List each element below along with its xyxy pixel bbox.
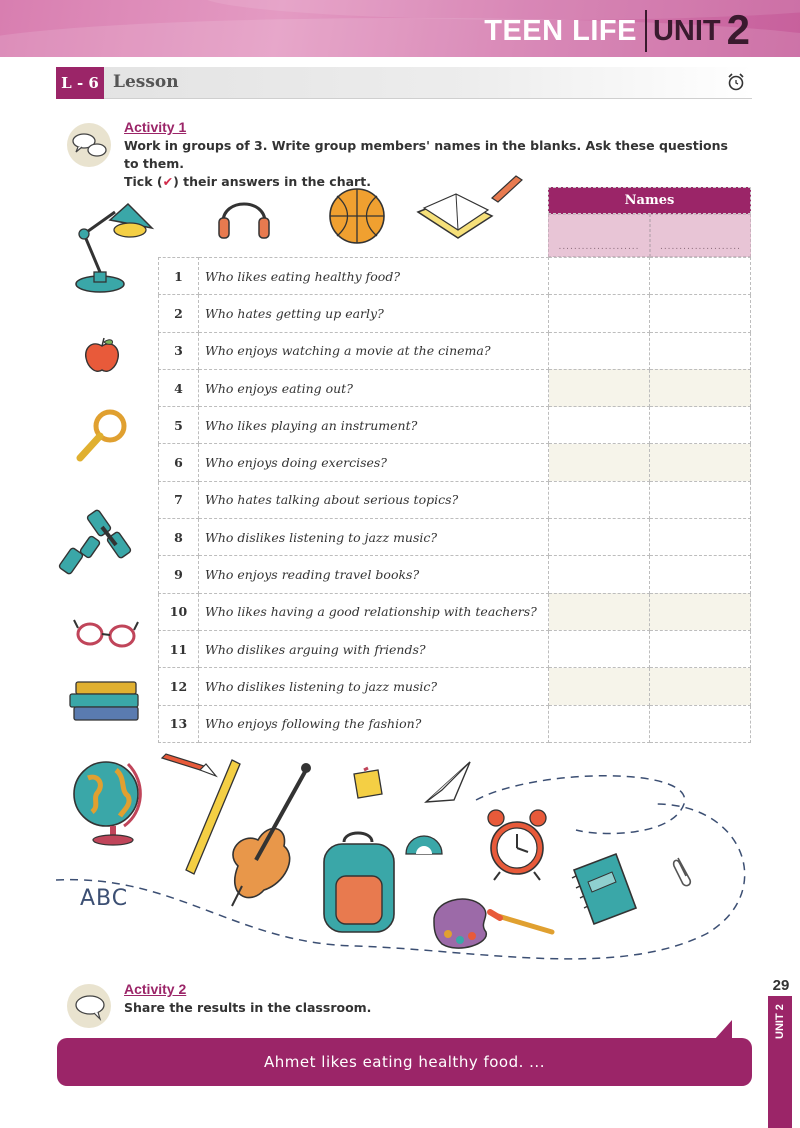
question-text: Who hates talking about serious topics? bbox=[199, 481, 549, 518]
answer-cell[interactable] bbox=[549, 444, 650, 481]
sticky-note-icon bbox=[350, 768, 386, 804]
answer-cell[interactable] bbox=[650, 369, 751, 406]
instruction-text: ) their answers in the chart. bbox=[173, 174, 371, 189]
table-row bbox=[159, 332, 751, 369]
answer-cell[interactable] bbox=[549, 258, 650, 295]
answer-cell[interactable] bbox=[549, 705, 650, 742]
questions-table bbox=[158, 257, 751, 743]
row-number: 12 bbox=[159, 668, 199, 705]
row-number: 5 bbox=[159, 407, 199, 444]
answer-cell[interactable] bbox=[650, 258, 751, 295]
banner-tail bbox=[714, 1020, 732, 1040]
globe-icon bbox=[70, 756, 150, 846]
row-number: 8 bbox=[159, 519, 199, 556]
row-number: 11 bbox=[159, 630, 199, 667]
answer-cell[interactable] bbox=[549, 668, 650, 705]
row-number: 7 bbox=[159, 481, 199, 518]
question-text: Who enjoys doing exercises? bbox=[199, 444, 549, 481]
activity2-title: Activity 2 bbox=[124, 981, 187, 997]
row-number: 10 bbox=[159, 593, 199, 630]
speech-bubble-icon bbox=[74, 994, 108, 1022]
question-text: Who enjoys eating out? bbox=[199, 369, 549, 406]
headphones-icon bbox=[215, 186, 273, 244]
names-header: Names bbox=[548, 187, 751, 214]
row-number: 2 bbox=[159, 295, 199, 332]
speech-bubbles-icon bbox=[70, 130, 110, 162]
table-row bbox=[159, 519, 751, 556]
unit-title bbox=[484, 8, 750, 52]
paint-palette-icon bbox=[428, 892, 560, 952]
answer-cell[interactable] bbox=[650, 593, 751, 630]
row-number: 3 bbox=[159, 332, 199, 369]
answer-cell[interactable] bbox=[549, 593, 650, 630]
question-text: Who enjoys watching a movie at the cinema? bbox=[199, 332, 549, 369]
question-text: Who enjoys following the fashion? bbox=[199, 705, 549, 742]
answer-cell[interactable] bbox=[650, 630, 751, 667]
answer-cell[interactable] bbox=[549, 407, 650, 444]
answer-cell[interactable] bbox=[650, 481, 751, 518]
instruction-line: Work in groups of 3. Write group members' names in the blanks. Ask these questions to them. bbox=[124, 138, 728, 171]
check-mark-icon: ✔ bbox=[162, 174, 174, 189]
instruction-text: Tick ( bbox=[124, 174, 163, 189]
answer-cell[interactable] bbox=[549, 519, 650, 556]
question-text: Who likes playing an instrument? bbox=[199, 407, 549, 444]
table-row bbox=[159, 668, 751, 705]
table-row bbox=[159, 630, 751, 667]
book-stack-icon bbox=[68, 680, 144, 724]
answer-cell[interactable] bbox=[549, 369, 650, 406]
table-row bbox=[159, 295, 751, 332]
name-blank-2[interactable]: ..................... bbox=[650, 214, 751, 257]
basketball-icon bbox=[327, 186, 387, 246]
example-sentence-banner: Ahmet likes eating healthy food. ... bbox=[57, 1038, 752, 1086]
answer-cell[interactable] bbox=[650, 444, 751, 481]
activity2-instruction: Share the results in the classroom. bbox=[124, 1000, 372, 1015]
answer-cell[interactable] bbox=[650, 332, 751, 369]
paper-plane-icon bbox=[424, 760, 474, 806]
unit-theme-title: TEEN LIFE bbox=[484, 15, 637, 47]
answer-cell[interactable] bbox=[549, 295, 650, 332]
dumbbells-icon bbox=[62, 505, 140, 585]
question-text: Who likes having a good relationship with teachers? bbox=[199, 593, 549, 630]
row-number: 6 bbox=[159, 444, 199, 481]
title-separator bbox=[645, 10, 647, 52]
alarm-clock-icon bbox=[726, 72, 746, 92]
violin-icon bbox=[180, 756, 320, 916]
answer-cell[interactable] bbox=[650, 519, 751, 556]
protractor-icon bbox=[404, 824, 444, 860]
side-unit-label: UNIT 2 bbox=[774, 1004, 786, 1040]
question-text: Who enjoys reading travel books? bbox=[199, 556, 549, 593]
answer-cell[interactable] bbox=[549, 630, 650, 667]
abc-handwriting: ABC bbox=[80, 886, 129, 911]
eyeglasses-icon bbox=[74, 614, 140, 650]
activity1-title: Activity 1 bbox=[124, 119, 187, 135]
answer-cell[interactable] bbox=[650, 295, 751, 332]
question-text: Who hates getting up early? bbox=[199, 295, 549, 332]
alarm-clock-illustration-icon bbox=[484, 806, 550, 884]
unit-label: UNIT bbox=[652, 15, 721, 47]
answer-cell[interactable] bbox=[650, 407, 751, 444]
question-text: Who dislikes listening to jazz music? bbox=[199, 519, 549, 556]
answer-cell[interactable] bbox=[549, 556, 650, 593]
row-number: 9 bbox=[159, 556, 199, 593]
apple-icon bbox=[82, 336, 122, 376]
desk-lamp-icon bbox=[70, 200, 160, 295]
table-row bbox=[159, 593, 751, 630]
table-row bbox=[159, 369, 751, 406]
name-blank-1[interactable]: ..................... bbox=[548, 214, 650, 257]
lesson-label: Lesson bbox=[113, 72, 179, 92]
table-row bbox=[159, 258, 751, 295]
answer-cell[interactable] bbox=[650, 556, 751, 593]
open-book-icon bbox=[414, 172, 524, 248]
answer-cell[interactable] bbox=[650, 705, 751, 742]
notebook-icon bbox=[570, 850, 640, 928]
unit-number: 2 bbox=[726, 6, 750, 53]
table-row bbox=[159, 481, 751, 518]
lesson-tag: L - 6 bbox=[56, 67, 104, 99]
question-text: Who dislikes listening to jazz music? bbox=[199, 668, 549, 705]
table-row bbox=[159, 444, 751, 481]
lesson-divider bbox=[104, 98, 752, 99]
page-number: 29 bbox=[772, 977, 790, 994]
question-text: Who dislikes arguing with friends? bbox=[199, 630, 549, 667]
answer-cell[interactable] bbox=[650, 668, 751, 705]
row-number: 4 bbox=[159, 369, 199, 406]
magnifying-glass-icon bbox=[74, 408, 130, 464]
row-number: 1 bbox=[159, 258, 199, 295]
backpack-icon bbox=[314, 830, 404, 938]
table-row bbox=[159, 407, 751, 444]
question-text: Who likes eating healthy food? bbox=[199, 258, 549, 295]
answer-cell[interactable] bbox=[549, 481, 650, 518]
dashed-path-decoration bbox=[56, 764, 756, 979]
answer-cell[interactable] bbox=[549, 332, 650, 369]
table-row bbox=[159, 705, 751, 742]
table-row bbox=[159, 556, 751, 593]
row-number: 13 bbox=[159, 705, 199, 742]
page-header bbox=[0, 0, 800, 57]
paper-clip-icon bbox=[670, 854, 696, 890]
